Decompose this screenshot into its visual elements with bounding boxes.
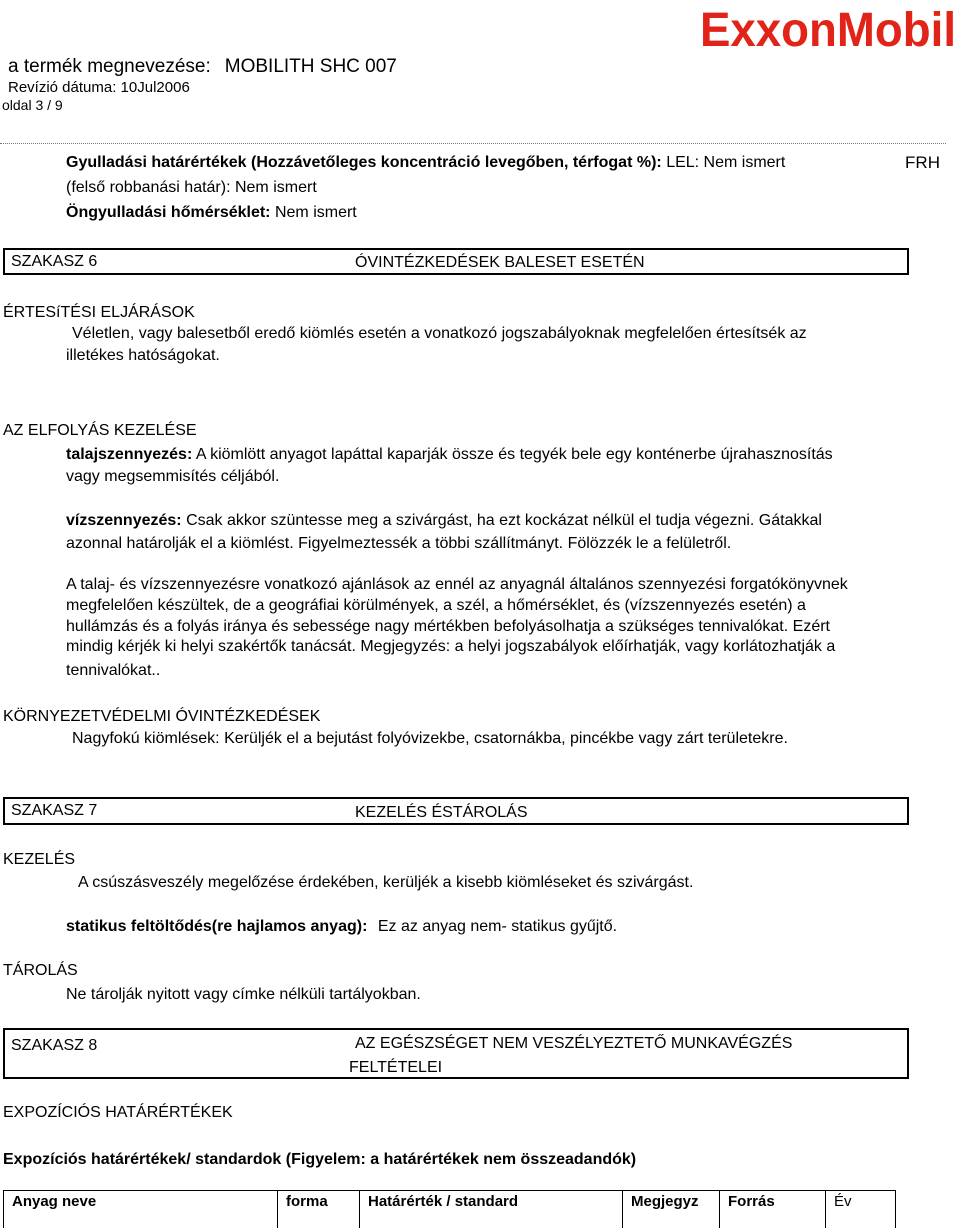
handling-heading: KEZELÉS [3,851,76,868]
section-8-header [3,1028,909,1079]
static-value: Ez az anyag nem- statikus gyűjtő. [377,918,618,935]
static-accumulator-line [66,916,617,937]
advice-line-1: A talaj- és vízszennyezésre vonatkozó ajánlások az ennél az anyagnál általános szennyezési forgatókönyvnek [66,576,848,593]
product-name-label: a termék megnevezése: [8,56,211,77]
column-header-form: forma [278,1191,360,1228]
section-title-line-2: FELTÉTELEI [349,1059,443,1076]
static-label: statikus feltöltődés(re hajlamos anyag): [66,918,368,935]
exxonmobil-logo [698,0,960,58]
water-spill-line-2: azonnal határolják el a kiömlést. Figyelmeztessék a többi szállítmányt. Fölözzék le a felületről. [66,535,732,552]
column-header-year: Év [834,1193,852,1210]
exposure-limits-heading: EXPOZÍCIÓS HATÁRÉRTÉKEK [3,1104,233,1121]
header-divider [0,143,946,144]
section-6-header [3,248,909,275]
product-name-value: MOBILITH SHC 007 [224,56,397,77]
column-header-limit: Határérték / standard [360,1191,623,1228]
svg-text:ExxonMobil: ExxonMobil [700,4,956,57]
advice-line-2: megfelelően készültek, de a geográfiai körülmények, a szél, a hőmérséklet, és (vízszennyezés esetén) a [66,597,806,614]
environmental-text: Nagyfokú kiömlések: Kerüljék el a bejutást folyóvizekbe, csatornákba, pincékbe vagy zárt területekre. [72,730,788,747]
advice-line-3: hullámzás és a folyás iránya és sebessége nagy mértékben befolyásolhatja a szükséges tennivalókat. Ezért [66,618,830,635]
section-title: KEZELÉS ÉSTÁROLÁS [355,804,528,821]
storage-heading: TÁROLÁS [3,962,78,979]
flammability-line [66,152,785,173]
page-number: oldal 3 / 9 [2,97,63,113]
section-number: SZAKASZ 7 [11,802,98,819]
autoignition-line [66,202,357,223]
notification-text-line-1: Véletlen, vagy balesetből eredő kiömlés esetén a vonatkozó jogszabályoknak megfelelően értesítsék az [72,325,807,342]
water-spill-text: Csak akkor szüntesse meg a szivárgást, ha ezt kockázat nélkül el tudja végezni. Gátakkal [186,512,822,529]
document-code: FRH [905,153,940,172]
autoignition-value: Nem ismert [274,204,357,221]
autoignition-label: Öngyulladási hőmérséklet: [66,204,271,221]
land-spill-label: talajszennyezés: [66,446,193,463]
water-spill-line-1 [66,510,822,531]
section-title: ÓVINTÉZKEDÉSEK BALESET ESETÉN [355,254,645,271]
revision-date: Revízió dátuma: 10Jul2006 [8,79,190,96]
handling-text: A csúszásveszély megelőzése érdekében, kerüljék a kisebb kiömléseket és szivárgást. [78,874,694,891]
product-name-line [8,56,397,78]
environmental-heading: KÖRNYEZETVÉDELMI ÓVINTÉZKEDÉSEK [3,708,321,725]
section-number: SZAKASZ 6 [11,253,98,270]
advice-line-5: tennivalókat.. [66,662,161,679]
flammability-label: Gyulladási határértékek (Hozzávetőleges koncentráció levegőben, térfogat %): [66,154,662,171]
section-number: SZAKASZ 8 [11,1037,98,1054]
notification-heading: ÉRTESíTÉSI ELJÁRÁSOK [3,304,195,321]
column-header-source: Forrás [720,1191,826,1228]
water-spill-label: vízszennyezés: [66,512,182,529]
section-title-line-1: AZ EGÉSZSÉGET NEM VESZÉLYEZTETŐ MUNKAVÉGZÉS [355,1035,793,1052]
land-spill-text: A kiömlött anyagot lapáttal kaparják össze és tegyék bele egy konténerbe újrahasznosítás [195,446,833,463]
storage-text: Ne tárolják nyitott vagy címke nélküli tartályokban. [66,986,421,1003]
flammability-value: LEL: Nem ismert [666,154,786,171]
land-spill-line-1 [66,444,833,465]
exposure-standards-heading: Expozíciós határértékek/ standardok (Figyelem: a határértékek nem összeadandók) [3,1151,637,1168]
column-header-substance: Anyag neve [4,1191,278,1228]
column-header-note: Megjegyz [623,1191,720,1228]
spill-management-heading: AZ ELFOLYÁS KEZELÉSE [3,422,197,439]
notification-text-line-2: illetékes hatóságokat. [66,347,220,364]
upper-explosive-limit: (felső robbanási határ): Nem ismert [66,179,317,196]
exposure-table-header [3,1190,896,1228]
section-7-header [3,797,909,825]
advice-line-4: mindig kérjék ki helyi szakértők tanácsát. Megjegyzés: a helyi jogszabályok előírhatják, vagy korlátozhatják a [66,638,836,655]
land-spill-line-2: vagy megsemmisítés céljából. [66,468,280,485]
